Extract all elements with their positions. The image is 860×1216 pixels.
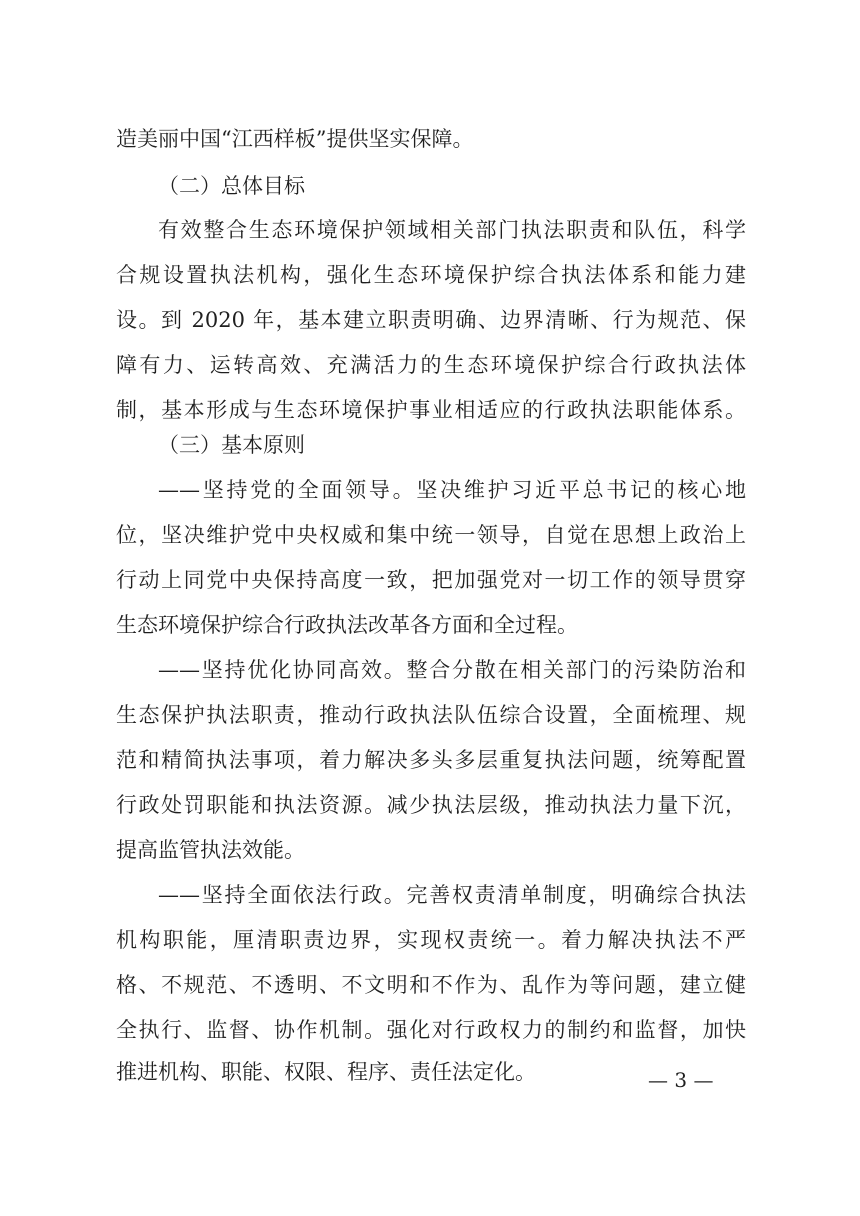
paragraph-line: 行政处罚职能和执法资源。减少执法层级，推动执法力量下沉，: [116, 793, 746, 817]
section-heading-basic-principles: （三）基本原则: [158, 433, 305, 457]
paragraph-line: 位，坚决维护党中央权威和集中统一领导，自觉在思想上政治上: [116, 523, 746, 547]
paragraph-line: 障有力、运转高效、充满活力的生态环境保护综合行政执法体: [116, 353, 746, 377]
paragraph-line: 制，基本形成与生态环境保护事业相适应的行政执法职能体系。: [116, 398, 746, 422]
paragraph-line: ——坚持全面依法行政。完善权责清单制度，明确综合执法: [158, 883, 746, 907]
paragraph-line: 设。到 2020 年，基本建立职责明确、边界清晰、行为规范、保: [116, 308, 746, 332]
paragraph-line: ——坚持优化协同高效。整合分散在相关部门的污染防治和: [158, 658, 746, 682]
paragraph-line: 合规设置执法机构，强化生态环境保护综合执法体系和能力建: [116, 263, 746, 287]
paragraph-line: 造美丽中国“江西样板”提供坚实保障。: [116, 127, 474, 151]
section-heading-overall-goal: （二）总体目标: [158, 174, 305, 198]
page-number: — 3 —: [648, 1068, 714, 1092]
paragraph-line: 生态保护执法职责，推动行政执法队伍综合设置，全面梳理、规: [116, 703, 746, 727]
paragraph-line: 行动上同党中央保持高度一致，把加强党对一切工作的领导贯穿: [116, 568, 746, 592]
paragraph-line: 范和精简执法事项，着力解决多头多层重复执法问题，统筹配置: [116, 748, 746, 772]
paragraph-line: 有效整合生态环境保护领域相关部门执法职责和队伍，科学: [158, 218, 746, 242]
paragraph-line: 推进机构、职能、权限、程序、责任法定化。: [116, 1060, 536, 1084]
paragraph-line: 提高监管执法效能。: [116, 838, 305, 862]
paragraph-line: 全执行、监督、协作机制。强化对行政权力的制约和监督，加快: [116, 1018, 746, 1042]
paragraph-line: ——坚持党的全面领导。坚决维护习近平总书记的核心地: [158, 478, 746, 502]
paragraph-line: 机构职能，厘清职责边界，实现权责统一。着力解决执法不严: [116, 928, 746, 952]
paragraph-line: 生态环境保护综合行政执法改革各方面和全过程。: [116, 613, 578, 637]
paragraph-line: 格、不规范、不透明、不文明和不作为、乱作为等问题，建立健: [116, 973, 746, 997]
